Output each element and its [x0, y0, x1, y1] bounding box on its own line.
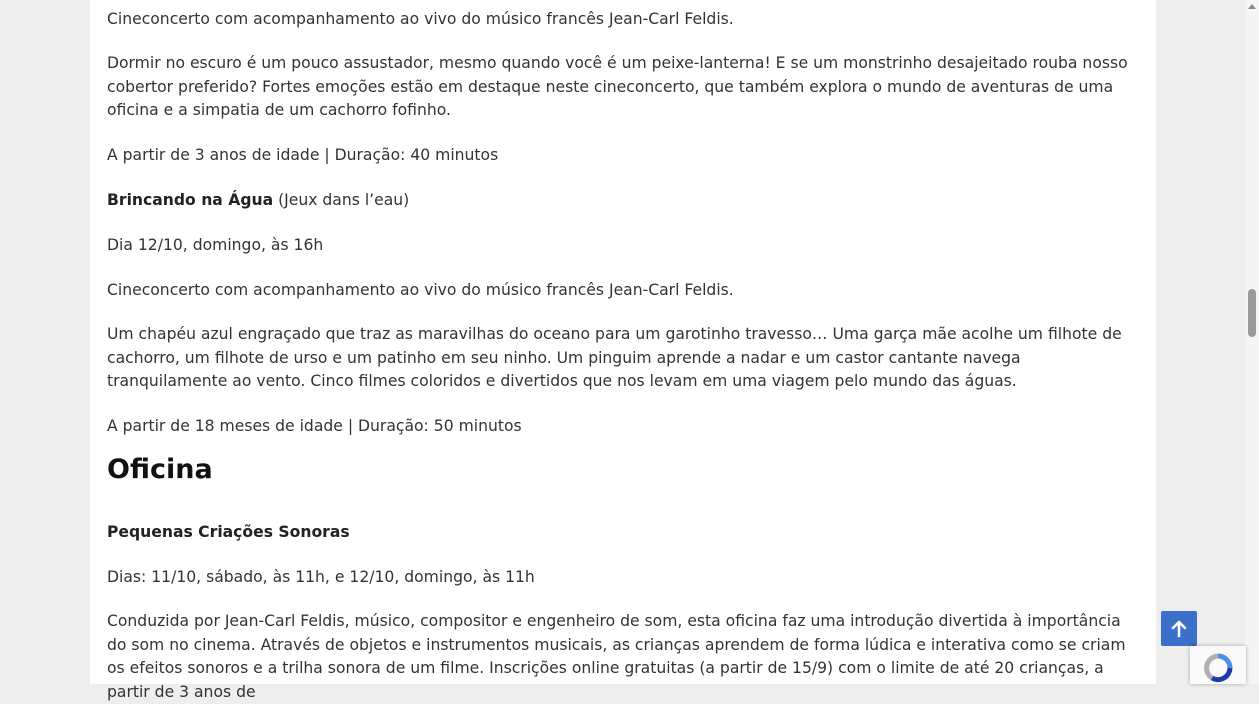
paragraph-synopsis-2: Um chapéu azul engraçado que traz as maravilhas do oceano para um garotinho travesso… Uma garça mãe acolhe um filhote de cachorro, um filhote de urso e um patinho em seu ninho. Um pinguim aprende a nadar e um castor cantante navega tranquilamente ao vento. Cinco filmes coloridos e divertidos que nos levam em uma viagem pelo mundo das águas.: [107, 325, 1122, 390]
paragraph-synopsis-1: Dormir no escuro é um pouco assustador, mesmo quando você é um peixe-lanterna! E se um monstrinho desajeitado rouba nosso cobertor preferido? Fortes emoções estão em destaque neste cineconcerto, que também explora o mundo de aventuras de uma oficina e a simpatia de um cachorro fofinho.: [107, 54, 1128, 119]
paragraph-cineconcerto-2: Cineconcerto com acompanhamento ao vivo do músico francês Jean-Carl Feldis.: [107, 281, 734, 299]
recaptcha-badge[interactable]: [1190, 646, 1246, 684]
paragraph-cineconcerto-1: Cineconcerto com acompanhamento ao vivo do músico francês Jean-Carl Feldis.: [107, 10, 734, 28]
workshop-title-bold: Pequenas Criações Sonoras: [107, 523, 350, 541]
paragraph-workshop-title: [107, 521, 1139, 545]
scrollbar-thumb[interactable]: [1248, 289, 1256, 337]
section-heading-oficina: Oficina: [107, 454, 213, 485]
back-to-top-button[interactable]: [1161, 611, 1197, 646]
paragraph-film-title: [107, 189, 1139, 213]
paragraph-date: Dia 12/10, domingo, às 16h: [107, 236, 324, 254]
paragraph-workshop-dates: Dias: 11/10, sábado, às 11h, e 12/10, domingo, às 11h: [107, 568, 535, 586]
paragraph-age-duration-2: A partir de 18 meses de idade | Duração: 50 minutos: [107, 417, 522, 435]
film-title-original: (Jeux dans l’eau): [273, 191, 410, 209]
page-scrollbar[interactable]: [1245, 0, 1259, 684]
film-title-bold: Brincando na Água: [107, 191, 274, 209]
paragraph-age-duration-1: A partir de 3 anos de idade | Duração: 40 minutos: [107, 146, 499, 164]
paragraph-workshop-description: Conduzida por Jean-Carl Feldis, músico, compositor e engenheiro de som, esta oficina faz uma introdução divertida à importância do som no cinema. Através de objetos e instrumentos musicais, as crianças aprendem de forma lúdica e interativa como se criam os efeitos sonoros e a trilha sonora de um filme. Inscrições online gratuitas (a partir de 15/9) com o limite de até 20 crianças, a partir de 3 anos de: [107, 612, 1126, 701]
arrow-up-icon: [1171, 620, 1187, 638]
scroll-up-arrow-icon[interactable]: [1248, 4, 1256, 9]
recaptcha-icon: [1190, 646, 1246, 684]
article-card: [90, 0, 1156, 701]
